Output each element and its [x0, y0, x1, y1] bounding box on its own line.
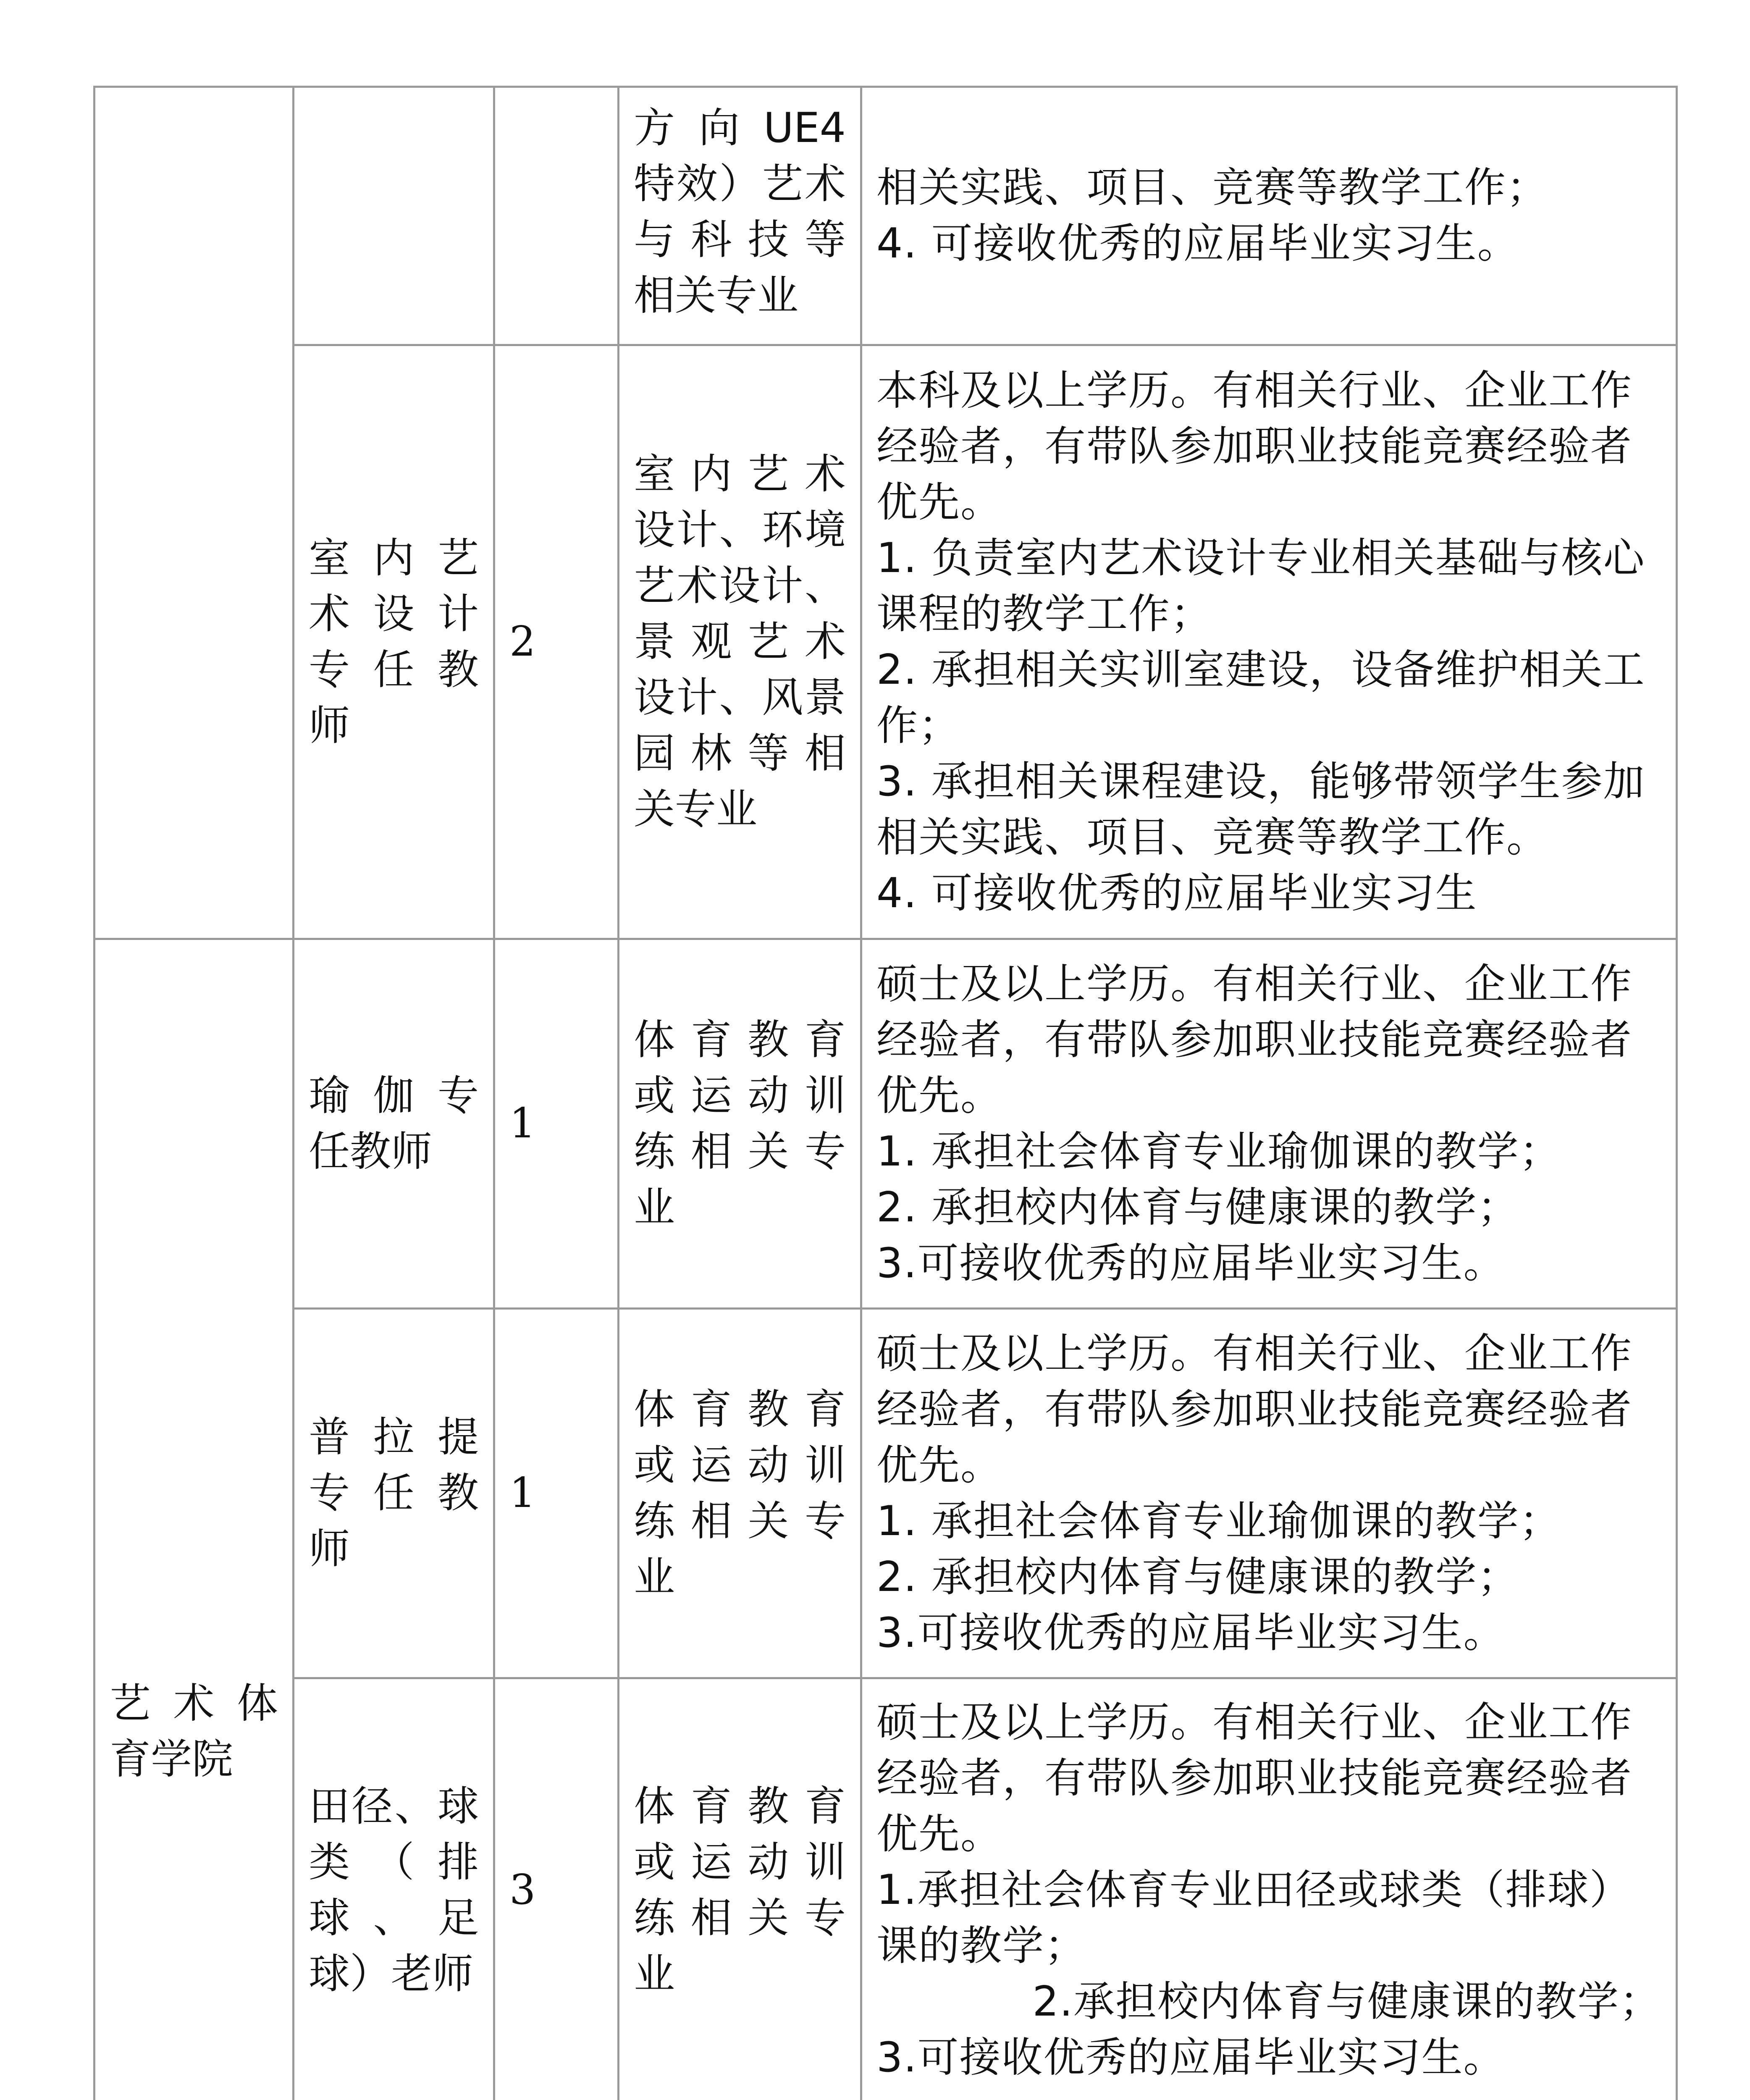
requirement-line: 1.承担社会体育专业田径或球类（排球）课的教学；	[876, 1866, 1632, 1970]
requirement-line: 硕士及以上学历。有相关行业、企业工作经验者，有带队参加职业技能竞赛经验者优先。	[876, 1329, 1633, 1489]
requirement-line: 1. 承担社会体育专业瑜伽课的教学；	[876, 1497, 1561, 1545]
requirement-line: 本科及以上学历。有相关行业、企业工作经验者，有带队参加职业技能竞赛经验者优先。	[876, 366, 1633, 526]
count-cell: 1	[494, 939, 619, 1309]
recruitment-table	[93, 86, 1678, 2100]
requirement-line: 3.可接收优秀的应届毕业实习生。	[876, 1239, 1506, 1287]
count-cell: 2	[494, 345, 619, 939]
requirement-line: 2. 承担校内体育与健康课的教学；	[876, 1553, 1519, 1601]
post-cell: 室 内 艺术 设 计专 任 教师	[294, 345, 494, 939]
requirement-line: 2. 承担校内体育与健康课的教学；	[876, 1183, 1519, 1231]
requirement-line: 4. 可接收优秀的应届毕业实习生	[876, 869, 1477, 917]
requirement-line: 2. 承担相关实训室建设，设备维护相关工作；	[876, 646, 1645, 750]
major-cell: 体 育 教 育或 运 动 训练 相 关 专业	[619, 939, 861, 1309]
count-cell: 1	[494, 1309, 619, 1678]
post-cell: 瑜 伽 专任教师	[294, 939, 494, 1309]
requirement-line: 硕士及以上学历。有相关行业、企业工作经验者，有带队参加职业技能竞赛经验者优先。	[876, 1698, 1633, 1858]
count-cell	[494, 87, 619, 345]
requirement-line: 1. 承担社会体育专业瑜伽课的教学；	[876, 1127, 1561, 1176]
table-row	[94, 1309, 1677, 1678]
requirements-cell	[861, 1309, 1677, 1678]
requirement-line: 相关实践、项目、竞赛等教学工作；	[876, 164, 1549, 212]
requirement-line: 3. 承担相关课程建设，能够带领学生参加相关实践、项目、竞赛等教学工作。	[876, 757, 1645, 861]
requirement-line: 3.可接收优秀的应届毕业实习生。	[876, 2034, 1506, 2082]
requirement-line: 4. 可接收优秀的应届毕业实习生。	[876, 220, 1519, 268]
dept-cell: 艺 术 体育学院	[94, 939, 294, 2100]
requirement-line: 2.承担校内体育与健康课的教学；	[1032, 1978, 1661, 2026]
major-cell	[619, 87, 861, 345]
table-row	[94, 939, 1677, 1309]
requirements-cell	[861, 939, 1677, 1309]
requirement-line: 1. 负责室内艺术设计专业相关基础与核心课程的教学工作；	[876, 534, 1645, 638]
requirements-cell	[861, 1678, 1677, 2100]
major-cell: 体 育 教 育或 运 动 训练 相 关 专业	[619, 1678, 861, 2100]
post-cell: 普 拉 提专 任 教师	[294, 1309, 494, 1678]
requirement-line: 硕士及以上学历。有相关行业、企业工作经验者，有带队参加职业技能竞赛经验者优先。	[876, 960, 1633, 1120]
requirements-cell	[861, 345, 1677, 939]
requirements-cell	[861, 87, 1677, 345]
major-text: 方 向 UE4特效）艺术与 科 技 等相关专业	[634, 104, 846, 320]
dept-cell-prev	[94, 87, 294, 939]
post-cell	[294, 87, 494, 345]
major-cell: 体 育 教 育或 运 动 训练 相 关 专业	[619, 1309, 861, 1678]
requirement-line: 3.可接收优秀的应届毕业实习生。	[876, 1609, 1506, 1657]
table-row	[94, 1678, 1677, 2100]
count-cell: 3	[494, 1678, 619, 2100]
table-row	[94, 87, 1677, 345]
post-cell: 田径、球类 （ 排球 、 足球）老师	[294, 1678, 494, 2100]
major-cell: 室 内 艺 术设计、环境艺术设计、景 观 艺 术设计、风景园 林 等 相关专业	[619, 345, 861, 939]
table-row	[94, 345, 1677, 939]
